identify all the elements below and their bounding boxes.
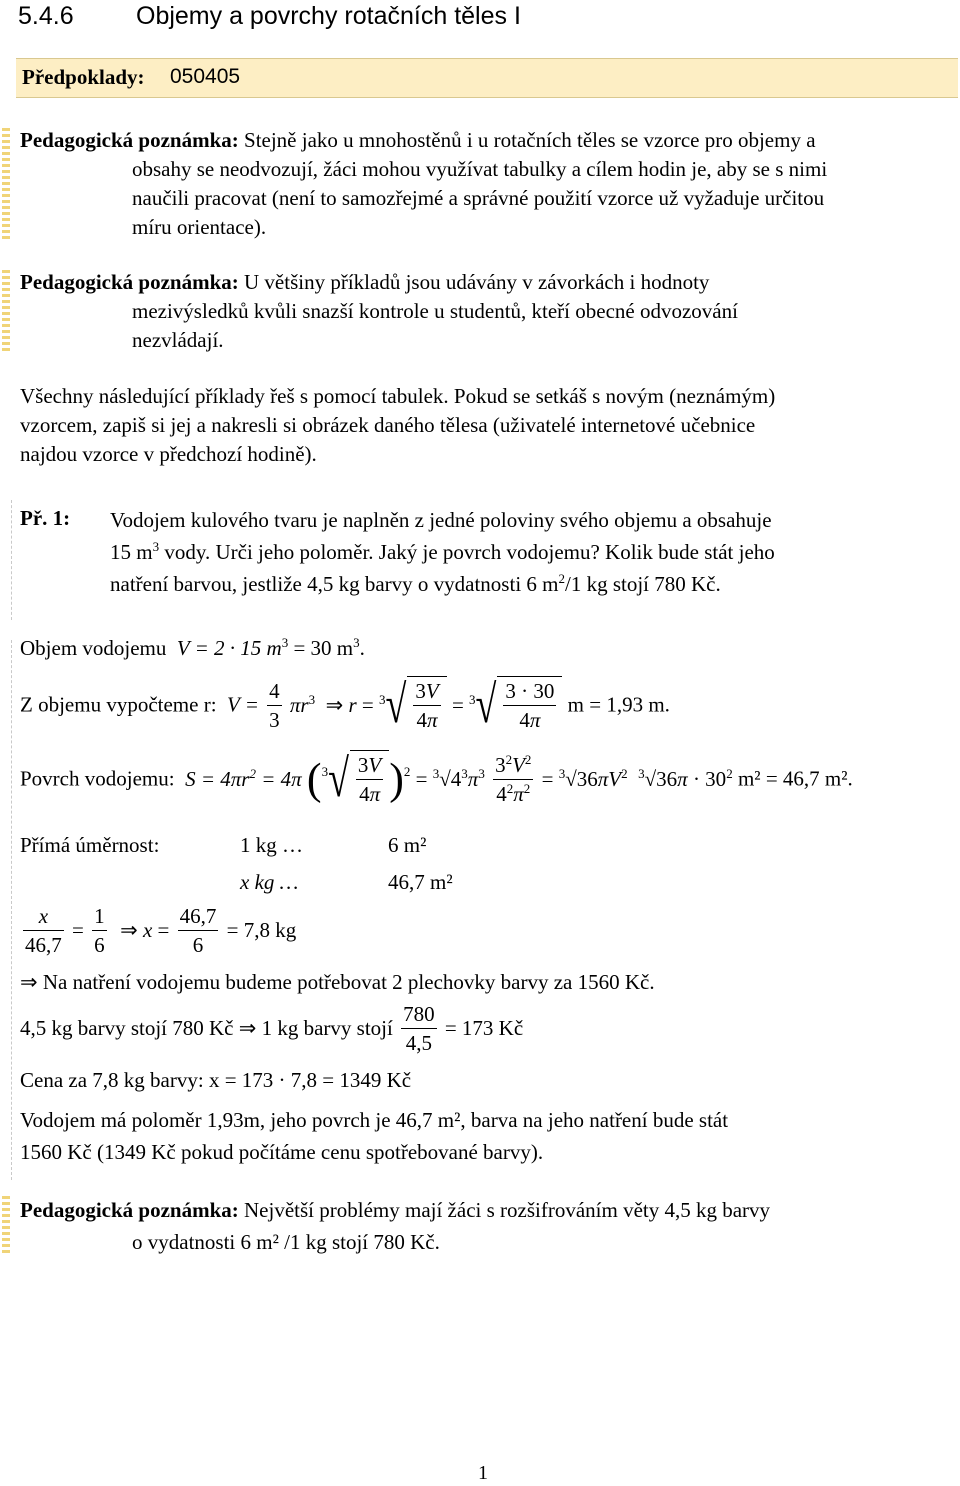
proportion-result: = 7,8 kg: [226, 918, 297, 942]
note-text: o vydatnosti 6 m² /1 kg stojí 780 Kč.: [132, 1230, 440, 1254]
volume-label: Objem vodojemu: [20, 636, 167, 660]
cost-line: Cena za 7,8 kg barvy: x = 173 · 7,8 = 1349 Kč: [20, 1068, 412, 1092]
intro-text: vzorcem, zapiš si jej a nakresli si obrázek daného tělesa (uživatelé internetové učebnice: [20, 413, 756, 437]
note-label: Pedagogická poznámka:: [20, 270, 239, 294]
example-text: Vodojem kulového tvaru je naplněn z jedné poloviny svého objemu a obsahuje 15 $m^3$ vody. Urči jeho poloměr. Jaký je povrch vodojemu? Kolik bude stát jeho natření barvou, jestliže 4,5 kg barvy o vydatnosti 6 $m^2/1$ kg stojí 780 Kč.: [110, 508, 775, 596]
note-text: Největší problémy mají žáci s rozšifrováním věty 4,5 kg barvy: [244, 1198, 771, 1222]
proportion-label: Přímá úměrnost:: [20, 833, 160, 857]
proportion-row2-left: x kg …: [240, 870, 299, 894]
proportion-row1-left: 1 kg …: [240, 833, 303, 857]
cans-line: ⇒ Na natření vodojemu budeme potřebovat 2 plechovky barvy za 1560 Kč.: [20, 970, 655, 994]
volume-result: = 30 m: [288, 636, 354, 660]
note-text: Stejně jako u mnohostěnů i u rotačních těles se vzorce pro objemy a: [244, 128, 816, 152]
proportion-row2-right: 46,7 m²: [388, 870, 453, 894]
section-title: Objemy a povrchy rotačních těles I: [136, 2, 521, 30]
note-text: obsahy se neodvozují, žáci mohou využívat tabulky a cílem hodin je, aby se s nimi: [132, 157, 828, 181]
note-text: U většiny příkladů jsou udávány v závorkách i hodnoty: [244, 270, 710, 294]
cans-text: Na natření vodojemu budeme potřebovat 2 plechovky barvy za 1560 Kč.: [42, 970, 655, 994]
fraction-four-thirds: $\frac{4}{3}$: [269, 678, 280, 732]
note-label: Pedagogická poznámka:: [20, 128, 239, 152]
example-label: Př. 1:: [20, 506, 71, 530]
intro-text: Všechny následující příklady řeš s pomocí tabulek. Pokud se setkáš s novým (neznámým): [20, 384, 776, 408]
margin-marker-note2: [2, 270, 10, 352]
example-margin-line: [11, 500, 13, 620]
proportion-equation: $\frac{x}{46,7}$ = $\frac{1}{6}$ ⇒ x = $\frac{46,7}{6}$ = 7,8 kg: [25, 904, 297, 957]
note-text: naučili pracovat (není to samozřejmé a správné použití vzorce už vyžaduje určitou: [132, 186, 825, 210]
surface-result: m² = 46,7 m².: [737, 766, 853, 791]
pedagogical-note-3: [20, 1194, 955, 1258]
proportion-row1-right: 6 m²: [388, 833, 427, 857]
note-text: míru orientace).: [132, 215, 267, 239]
note-text: nezvládají.: [132, 328, 224, 352]
intro-paragraph: [20, 382, 955, 469]
volume-expression: V = 2 · 15 m: [176, 636, 282, 660]
radius-result: m = 1,93 m.: [567, 692, 670, 717]
radius-line: Z objemu vypočteme r: V = $\frac{4}{3}$ $\pi r^3$ ⇒ r = $^3$√ $\frac{3V}{4\pi}$ = $^3$√ $\frac{3 \cdot 30}{4\pi}$ m = 1,93 m.: [20, 675, 670, 735]
conclusion-text: 1560 Kč (1349 Kč pokud počítáme cenu spotřebované barvy).: [20, 1140, 544, 1164]
surface-line: Povrch vodojemu: $S = 4\pi r^2 = 4\pi$ ($^3$√ $\frac{3V}{4\pi}$ )$^2 = ^3√4^3\pi^3$ $\frac{3^2V^2}{4^2\pi^2}$ = $^3√36\pi V^2$ $^3√36\pi \cdot 30^2$ m² = 46,7 m².: [20, 749, 853, 809]
example-volume: 15 m: [110, 540, 153, 564]
prerequisites-value: 050405: [170, 65, 241, 88]
margin-marker-note1: [2, 128, 10, 240]
volume-line: Objem vodojemu V = 2 · 15 $m^3 = 30$ $m^3$.: [20, 635, 365, 660]
note-text: mezivýsledků kvůli snazší kontrole u studentů, kteří obecné odvozování: [132, 299, 738, 323]
conclusion: [20, 1104, 955, 1168]
example-line: natření barvou, jestliže 4,5 kg barvy o vydatnosti: [110, 572, 522, 596]
surface-label: Povrch vodojemu:: [20, 766, 175, 791]
section-number: 5.4.6: [18, 2, 74, 30]
prerequisites-label: Předpoklady:: [22, 65, 145, 89]
conclusion-text: Vodojem má poloměr 1,93m, jeho povrch je 46,7 m², barva na jeho natření bude stát: [20, 1108, 729, 1132]
pedagogical-note-2: [20, 268, 955, 355]
example-line: vody. Urči jeho poloměr. Jaký je povrch vodojemu? Kolik bude stát jeho: [164, 540, 775, 564]
price-mid: 1 kg barvy stojí: [261, 1016, 393, 1040]
prerequisites-bar: [16, 58, 958, 98]
note-label: Pedagogická poznámka:: [20, 1198, 239, 1222]
radius-label: Z objemu vypočteme r:: [20, 692, 217, 717]
intro-text: najdou vzorce v předchozí hodině).: [20, 442, 317, 466]
price-left: 4,5 kg barvy stojí 780 Kč: [20, 1016, 234, 1040]
example-line: Vodojem kulového tvaru je naplněn z jedné poloviny svého objemu a obsahuje: [110, 508, 772, 532]
page-title: [18, 2, 521, 31]
example-coverage: 6 m: [526, 572, 559, 596]
price-result: = 173 Kč: [444, 1016, 524, 1040]
example-line: /1 kg stojí 780 Kč.: [565, 572, 721, 596]
page-number: 1: [478, 1462, 488, 1484]
solution-margin-line: [11, 640, 13, 1180]
margin-marker-note3: [2, 1196, 10, 1254]
price-line: 4,5 kg barvy stojí 780 Kč ⇒ 1 kg barvy stojí $\frac{780}{4,5}$ = 173 Kč: [20, 1002, 524, 1055]
pedagogical-note-1: [20, 126, 955, 242]
